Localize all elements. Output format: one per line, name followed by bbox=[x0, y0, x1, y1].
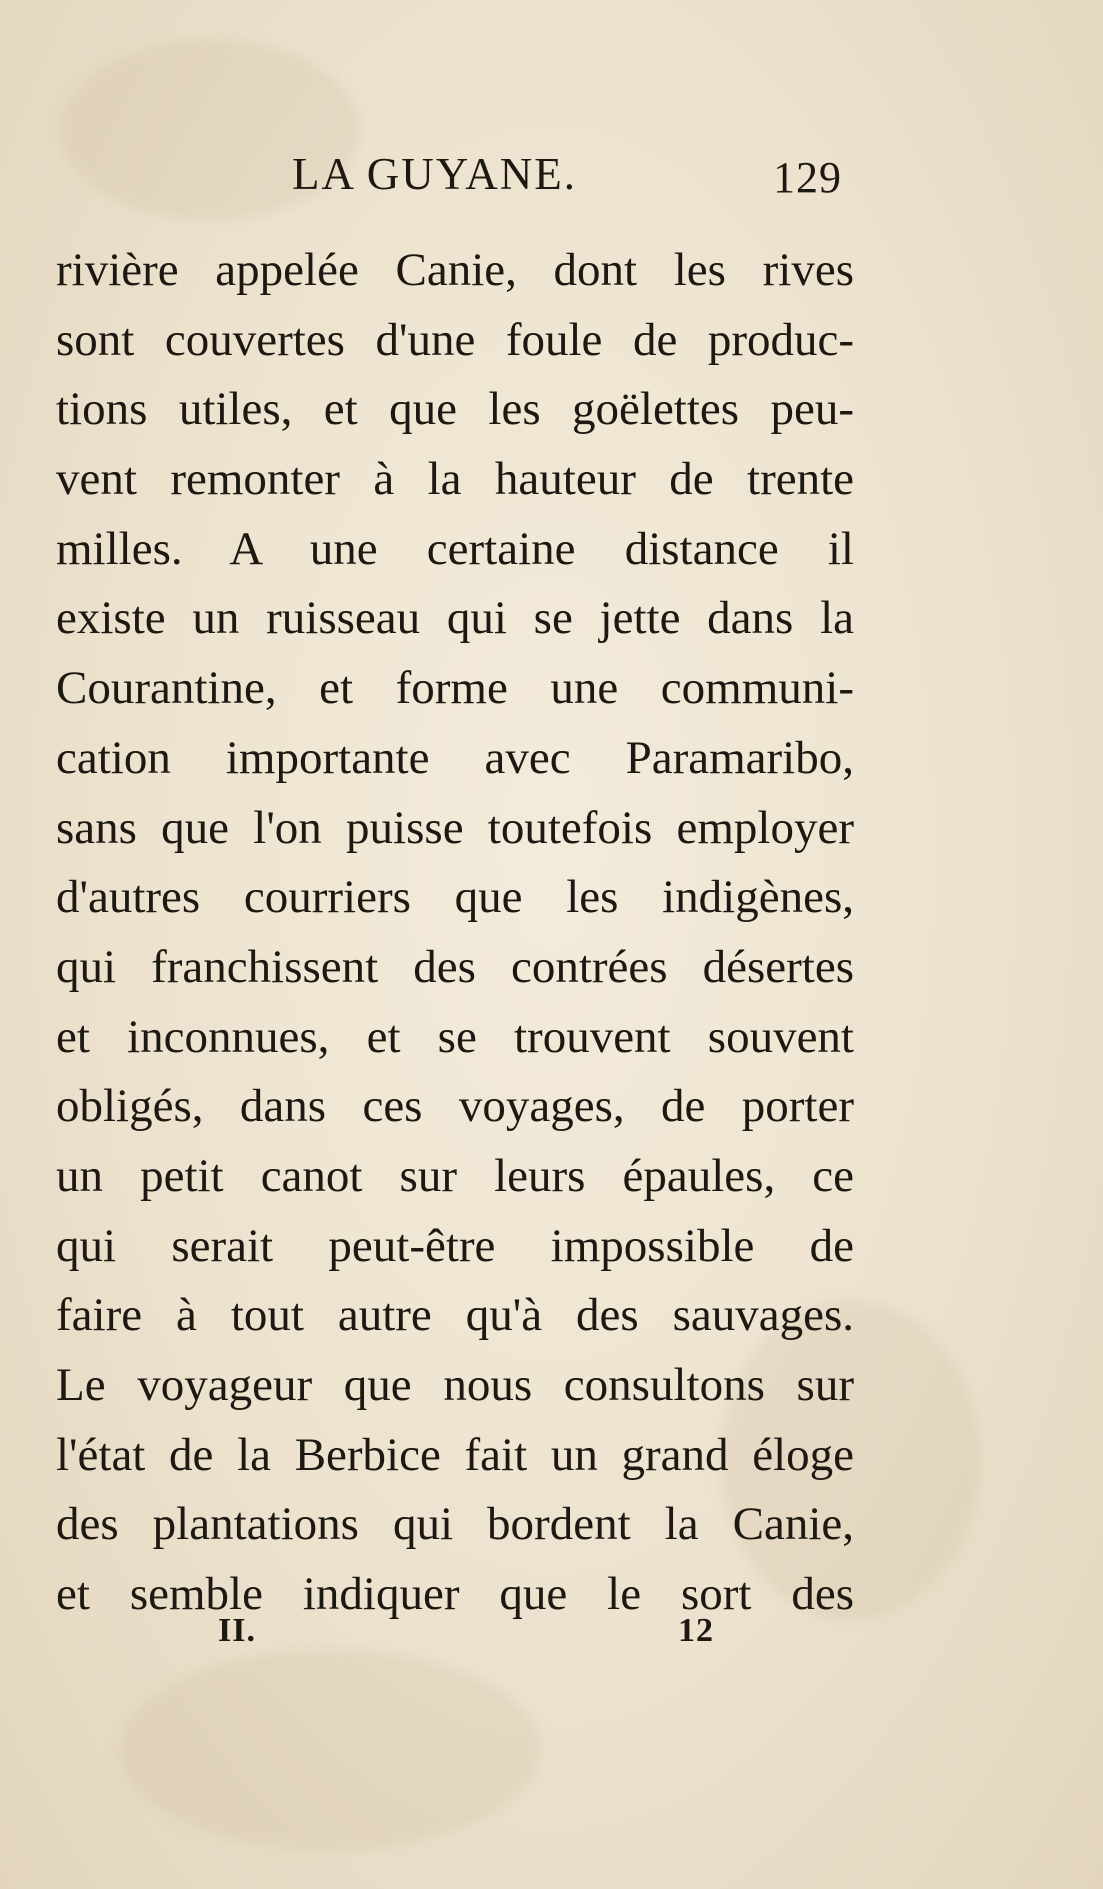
text-line: des plantations qui bordent la Canie, bbox=[56, 1498, 854, 1551]
text-line: qui franchissent des contrées désertes bbox=[56, 940, 854, 993]
text-line: milles. A une certaine distance il bbox=[56, 522, 854, 575]
text-line: un petit canot sur leurs épaules, ce bbox=[56, 1149, 854, 1202]
text-line: d'autres courriers que les indigènes, bbox=[56, 871, 854, 924]
text-line: faire à tout autre qu'à des sauvages. bbox=[56, 1289, 854, 1342]
text-line: et semble indiquer que le sort des bbox=[56, 1568, 854, 1621]
page-header bbox=[0, 148, 1103, 218]
paper-stain bbox=[120, 1650, 540, 1850]
text-line: sont couvertes d'une foule de produc- bbox=[56, 313, 854, 366]
text-line: Courantine, et forme une communi- bbox=[56, 662, 854, 715]
signature-mark: 12 bbox=[678, 1612, 714, 1649]
text-line: rivière appelée Canie, dont les rives bbox=[56, 244, 854, 296]
text-line: vent remonter à la hauteur de trente bbox=[56, 453, 854, 506]
volume-number: II. bbox=[218, 1612, 256, 1649]
running-head: LA GUYANE. bbox=[292, 149, 577, 199]
text-line: cation importante avec Paramaribo, bbox=[56, 731, 854, 784]
text-line: l'état de la Berbice fait un grand éloge bbox=[56, 1428, 854, 1481]
text-line: qui serait peut-être impossible de bbox=[56, 1219, 854, 1272]
text-line: existe un ruisseau qui se jette dans la bbox=[56, 592, 854, 645]
page-number: 129 bbox=[773, 153, 842, 202]
text-line: et inconnues, et se trouvent souvent bbox=[56, 1010, 854, 1063]
text-line: Le voyageur que nous consultons sur bbox=[56, 1359, 854, 1411]
page-footer bbox=[0, 1612, 1103, 1662]
body-text bbox=[56, 236, 854, 1630]
text-line: tions utiles, et que les goëlettes peu- bbox=[56, 383, 854, 436]
text-line: obligés, dans ces voyages, de porter bbox=[56, 1080, 854, 1133]
text-line: sans que l'on puisse toutefois employer bbox=[56, 801, 854, 854]
